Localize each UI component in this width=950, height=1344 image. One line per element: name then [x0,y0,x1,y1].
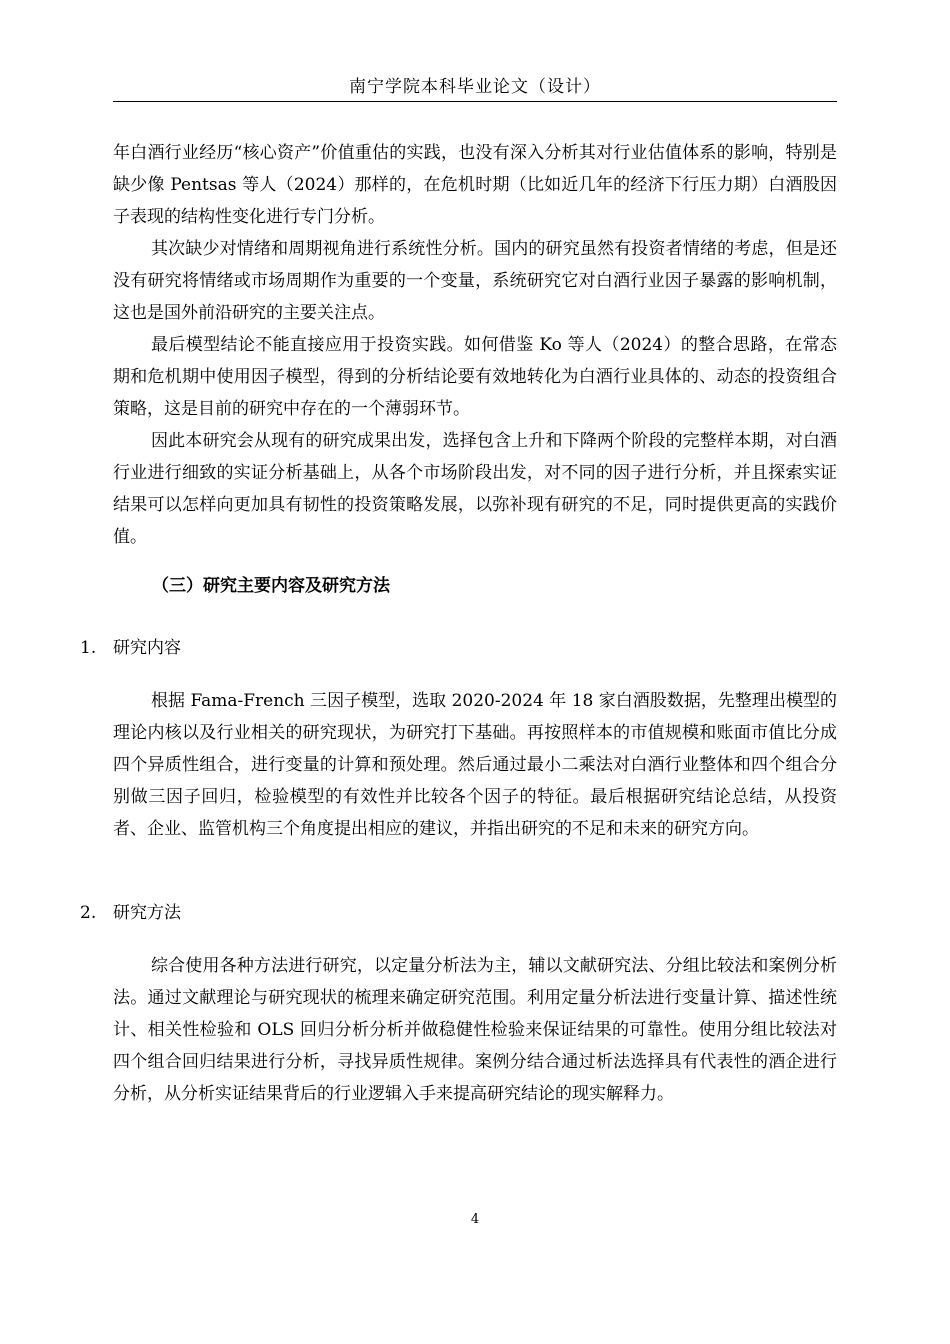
paragraph-research-content: 根据 Fama-French 三因子模型，选取 2020-2024 年 18 家白酒股数据，先整理出模型的理论内核以及行业相关的研究现状，为研究打下基础。再按照样本的市值规模和账面市值比分成四个异质性组合，进行变量的计算和预处理。然后通过最小二乘法对白酒行业整体和四个组合分别做三因子回归，检验模型的有效性并比较各个因子的特征。最后根据研究结论总结，从投资者、企业、监管机构三个角度提出相应的建议，并指出研究的不足和未来的研究方向。 [113,691,837,839]
paragraph-second-gap: 其次缺少对情绪和周期视角进行系统性分析。国内的研究虽然有投资者情绪的考虑，但是还没有研究将情绪或市场周期作为重要的一个变量，系统研究它对白酒行业因子暴露的影响机制，这也是国外前沿研究的主要关注点。 [113,239,837,323]
list-heading-research-content [80,632,181,664]
header-title: 南宁学院本科毕业论文（设计） [349,77,601,97]
page-number: 4 [470,1212,480,1227]
list-number: 2. [80,903,97,923]
list-number: 1. [80,638,97,658]
section-heading: （三）研究主要内容及研究方法 [152,576,390,596]
list-title: 研究方法 [113,903,181,923]
paragraph-third-gap: 最后模型结论不能直接应用于投资实践。如何借鉴 Ko 等人（2024）的整合思路，在常态期和危机期中使用因子模型，得到的分析结论要有效地转化为白酒行业具体的、动态的投资组合策略，这是目前的研究中存在的一个薄弱环节。 [113,335,837,419]
paragraph-research-method: 综合使用各种方法进行研究，以定量分析法为主，辅以文献研究法、分组比较法和案例分析法。通过文献理论与研究现状的梳理来确定研究范围。利用定量分析法进行变量计算、描述性统计、相关性检验和 OLS 回归分析分析并做稳健性检验来保证结果的可靠性。使用分组比较法对四个组合回归结果进行分析，寻找异质性规律。案例分结合通过析法选择具有代表性的酒企进行分析，从分析实证结果背后的行业逻辑入手来提高研究结论的现实解释力。 [113,956,837,1104]
header-rule [113,101,837,102]
list-title: 研究内容 [113,638,181,658]
list-heading-research-method [80,897,181,929]
paragraph-conclusion: 因此本研究会从现有的研究成果出发，选择包含上升和下降两个阶段的完整样本期，对白酒行业进行细致的实证分析基础上，从各个市场阶段出发，对不同的因子进行分析，并且探索实证结果可以怎样向更加具有韧性的投资策略发展，以弥补现有研究的不足，同时提供更高的实践价值。 [113,431,837,547]
paragraph-continued: 年白酒行业经历“核心资产”价值重估的实践，也没有深入分析其对行业估值体系的影响，特别是缺少像 Pentsas 等人（2024）那样的，在危机时期（比如近几年的经济下行压力期）白酒股因子表现的结构性变化进行专门分析。 [113,143,837,227]
